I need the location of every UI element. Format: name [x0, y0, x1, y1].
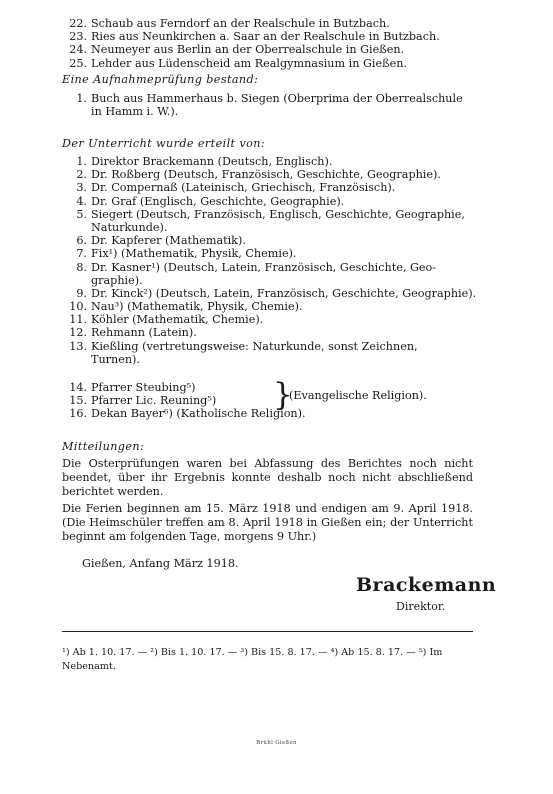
- footnote: ¹) Ab 1. 10. 17. — ²) Bis 1. 10. 17. — ³) Bis 15. 8. 17. — ⁴) Ab 15. 8. 17. — ⁵) Im Nebenamt.: [62, 647, 443, 672]
- teacher-item: 6. Dr. Kapferer (Mathematik).: [76, 234, 246, 248]
- teacher-item: 2. Dr. Roßberg (Deutsch, Französisch, Geschichte, Geographie).: [76, 168, 441, 182]
- teacher-item: 13. Kießling (vertretungsweise: Naturkunde, sonst Zeichnen,: [69, 339, 418, 353]
- list-item: 25. Lehder aus Lüdenscheid am Realgymnasium in Gießen.: [69, 56, 407, 70]
- teacher-item: 5. Siegert (Deutsch, Französisch, Englisch, Geschichte, Geographie,: [76, 207, 465, 221]
- notice-paragraph: Die Osterprüfungen waren bei Abfassung des Berichtes noch nicht beendet, über ihr Ergebnis konnte deshalb noch nicht abschließend berichtet werden.: [62, 457, 473, 498]
- teachers-list: [62, 155, 482, 366]
- exam-section: [62, 73, 482, 86]
- list-item-continuation: in Hamm i. W.).: [91, 105, 179, 119]
- notices-heading: Mitteilungen:: [62, 440, 145, 453]
- teacher-item: 1. Direktor Brackemann (Deutsch, Englisch).: [76, 155, 333, 168]
- exam-list: [62, 92, 482, 118]
- teacher-item: 3. Dr. Compernaß (Lateinisch, Griechisch, Französisch).: [76, 181, 396, 195]
- exam-heading: Eine Aufnahmeprüfung bestand:: [62, 73, 259, 86]
- teacher-item: 7. Fix¹) (Mathematik, Physik, Chemie).: [76, 247, 297, 261]
- notice-paragraph: Die Ferien beginnen am 15. März 1918 und endigen am 9. April 1918. (Die Heimschüler treffen am 8. April 1918 in Gießen ein; der Unterricht beginnt am folgenden Tage, morgens 9 Uhr.): [62, 502, 473, 543]
- list-item: 23. Ries aus Neunkirchen a. Saar an der Realschule in Butzbach.: [69, 30, 440, 44]
- teacher-item-continuation: graphie).: [91, 273, 143, 287]
- teachers-section: [62, 137, 482, 150]
- teacher-item: 9. Dr. Kinck²) (Deutsch, Latein, Französisch, Geschichte, Geographie).: [76, 286, 477, 300]
- footnote-divider: [62, 631, 473, 632]
- teacher-item: 12. Rehmann (Latein).: [69, 326, 197, 340]
- printer-imprint: Brühl·Gießen: [256, 740, 297, 746]
- teacher-item: 8. Dr. Kasner¹) (Deutsch, Latein, Französisch, Geschichte, Geo-: [76, 260, 437, 274]
- teachers-heading: Der Unterricht wurde erteilt von:: [62, 137, 266, 150]
- teacher-item: 14. Pfarrer Steubing⁵): [69, 381, 196, 394]
- signature-title: Direktor.: [396, 600, 446, 613]
- teacher-item-continuation: Turnen).: [91, 352, 140, 366]
- signature: Brackemann: [356, 574, 497, 596]
- teacher-item: 10. Nau³) (Mathematik, Physik, Chemie).: [69, 300, 303, 314]
- religion-group-label: (Evangelische Religion).: [289, 389, 427, 402]
- place-date: Gießen, Anfang März 1918.: [82, 557, 239, 570]
- teacher-item-continuation: Naturkunde).: [91, 220, 168, 234]
- teacher-item: 16. Dekan Bayer⁶) (Katholische Religion).: [69, 407, 306, 421]
- list-item: 22. Schaub aus Ferndorf an der Realschule in Butzbach.: [69, 17, 390, 30]
- list-item: 1. Buch aus Hammerhaus b. Siegen (Oberprima der Oberrealschule: [76, 92, 463, 105]
- graduates-list: [62, 17, 482, 70]
- religion-group: [62, 377, 482, 421]
- curly-brace-icon: }: [273, 377, 293, 413]
- teacher-item: 15. Pfarrer Lic. Reuning⁵): [69, 394, 217, 408]
- teacher-item: 4. Dr. Graf (Englisch, Geschichte, Geographie).: [76, 194, 345, 208]
- list-item: 24. Neumeyer aus Berlin an der Oberrealschule in Gießen.: [69, 43, 405, 57]
- teacher-item: 11. Köhler (Mathematik, Chemie).: [69, 313, 264, 327]
- notices-section: [62, 440, 482, 453]
